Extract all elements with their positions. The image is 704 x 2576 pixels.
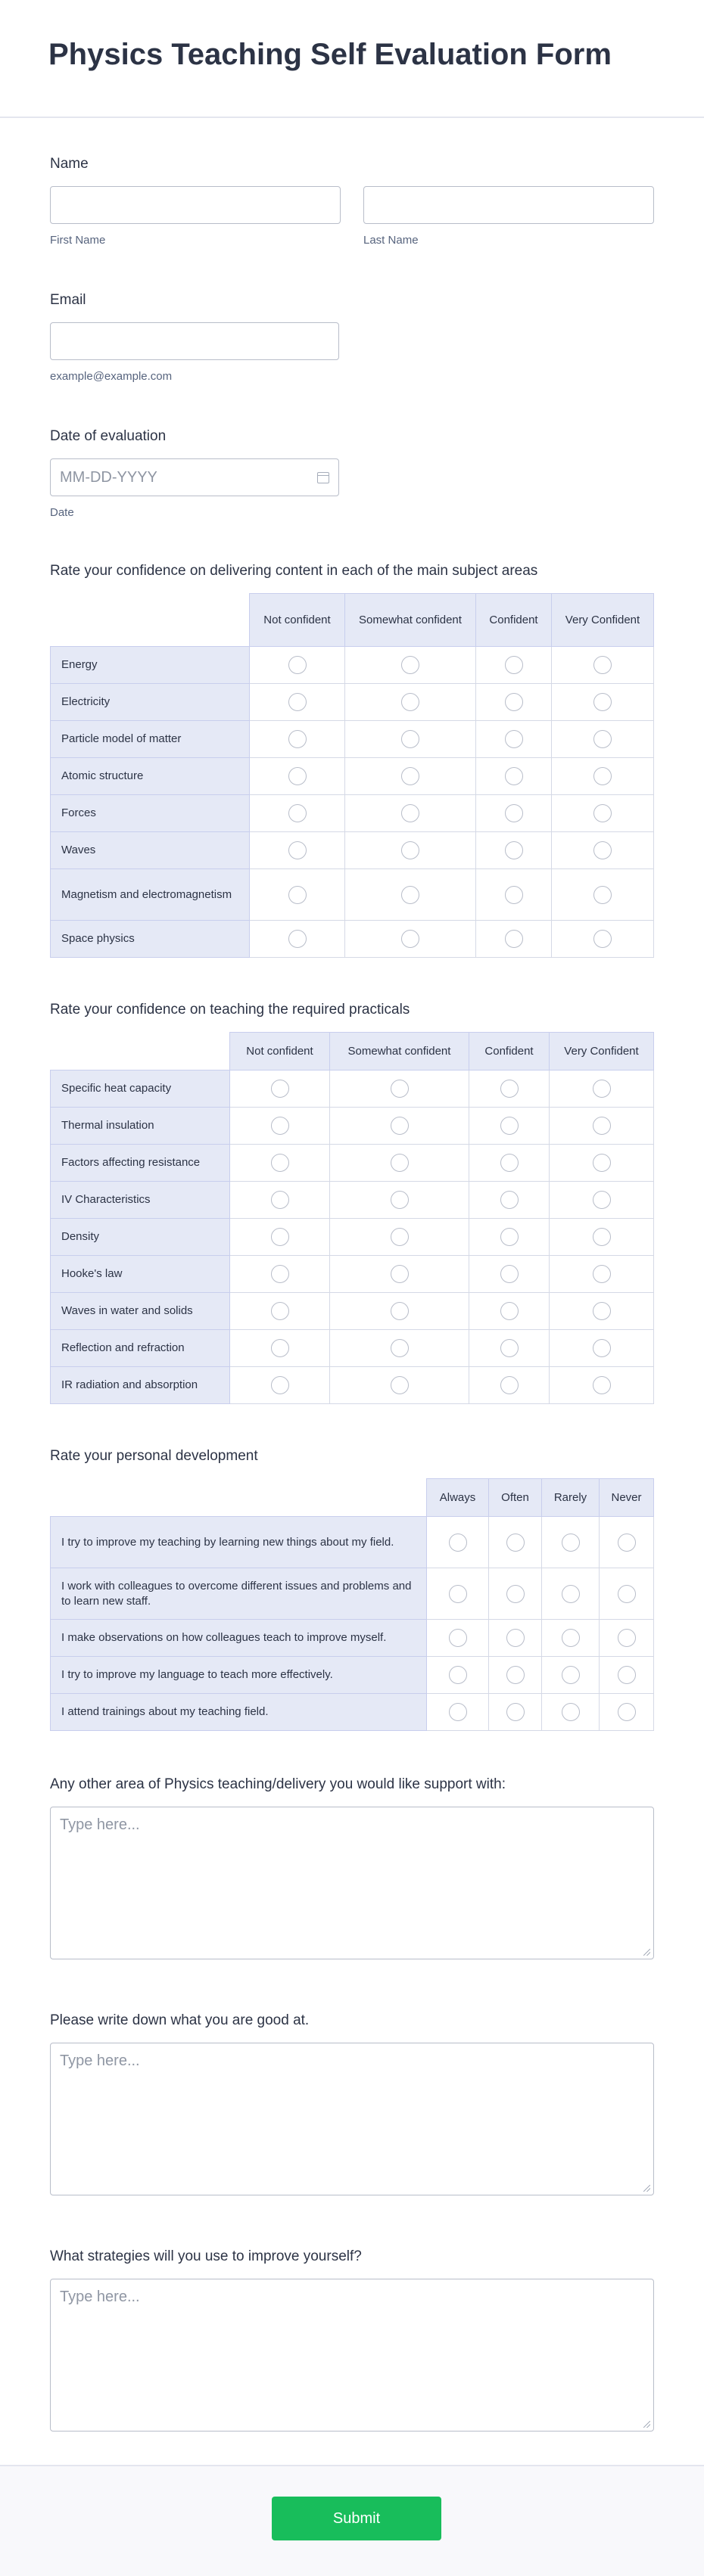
radio-button[interactable] [401, 886, 419, 904]
row-label: Electricity [51, 684, 250, 721]
radio-button[interactable] [391, 1228, 409, 1246]
radio-button[interactable] [401, 930, 419, 948]
email-label: Email [50, 292, 86, 308]
first-name-sublabel: First Name [50, 234, 106, 247]
radio-button[interactable] [505, 693, 523, 711]
radio-cell [550, 1330, 654, 1367]
radio-button[interactable] [288, 730, 307, 748]
personal-development-matrix [50, 1448, 654, 1731]
radio-cell [489, 1517, 542, 1568]
matrix-row [51, 1694, 654, 1731]
matrix-corner [51, 1479, 427, 1517]
radio-button[interactable] [505, 804, 523, 822]
radio-button[interactable] [505, 730, 523, 748]
radio-cell [345, 684, 476, 721]
radio-cell [489, 1620, 542, 1657]
date-field [50, 428, 654, 519]
column-header: Very Confident [550, 1033, 654, 1070]
radio-cell [552, 921, 654, 958]
radio-cell [550, 1070, 654, 1108]
radio-button[interactable] [593, 1228, 611, 1246]
radio-cell [427, 1694, 489, 1731]
row-label: Waves [51, 832, 250, 869]
radio-cell [250, 832, 345, 869]
radio-cell [427, 1620, 489, 1657]
radio-button[interactable] [500, 1376, 519, 1394]
row-label: Density [51, 1219, 230, 1256]
matrix-row [51, 1330, 654, 1367]
row-label: I attend trainings about my teaching field. [51, 1694, 427, 1731]
matrix1-table [50, 593, 654, 958]
row-label: Thermal insulation [51, 1108, 230, 1145]
good-at-label: Please write down what you are good at. [50, 2012, 310, 2028]
radio-cell [230, 1108, 330, 1145]
form-footer [0, 2465, 704, 2576]
radio-cell [345, 832, 476, 869]
radio-cell [230, 1367, 330, 1404]
radio-button[interactable] [500, 1302, 519, 1320]
radio-cell [552, 832, 654, 869]
radio-button[interactable] [618, 1585, 636, 1603]
radio-button[interactable] [593, 1191, 611, 1209]
column-header: Not confident [230, 1033, 330, 1070]
matrix3-table [50, 1478, 654, 1731]
row-label: Magnetism and electromagnetism [51, 869, 250, 921]
row-label: I make observations on how colleagues teach to improve myself. [51, 1620, 427, 1657]
strategies-label: What strategies will you use to improve yourself? [50, 2248, 362, 2264]
matrix-row [51, 1182, 654, 1219]
column-header: Always [427, 1479, 489, 1517]
radio-button[interactable] [401, 841, 419, 859]
radio-button[interactable] [506, 1703, 525, 1721]
radio-button[interactable] [449, 1666, 467, 1684]
radio-button[interactable] [391, 1117, 409, 1135]
radio-cell [345, 647, 476, 684]
radio-button[interactable] [562, 1629, 580, 1647]
radio-cell [550, 1145, 654, 1182]
row-label: I try to improve my language to teach more effectively. [51, 1657, 427, 1694]
radio-button[interactable] [500, 1265, 519, 1283]
radio-cell [250, 795, 345, 832]
strategies-placeholder: Type here... [60, 2289, 140, 2305]
strategies-textarea[interactable] [50, 2279, 654, 2432]
radio-cell [469, 1108, 550, 1145]
radio-cell [600, 1517, 654, 1568]
matrix-row [51, 1657, 654, 1694]
matrix-row [51, 921, 654, 958]
radio-cell [476, 869, 552, 921]
radio-cell [469, 1182, 550, 1219]
row-label: Atomic structure [51, 758, 250, 795]
column-header: Confident [469, 1033, 550, 1070]
radio-cell [469, 1367, 550, 1404]
radio-cell [550, 1256, 654, 1293]
radio-cell [330, 1182, 469, 1219]
row-label: Forces [51, 795, 250, 832]
radio-button[interactable] [618, 1533, 636, 1552]
radio-button[interactable] [500, 1080, 519, 1098]
radio-button[interactable] [449, 1533, 467, 1552]
radio-button[interactable] [288, 841, 307, 859]
row-label: Energy [51, 647, 250, 684]
radio-button[interactable] [271, 1265, 289, 1283]
radio-button[interactable] [271, 1154, 289, 1172]
row-label: Particle model of matter [51, 721, 250, 758]
matrix-row [51, 1145, 654, 1182]
radio-button[interactable] [401, 804, 419, 822]
radio-button[interactable] [593, 930, 612, 948]
radio-button[interactable] [401, 767, 419, 785]
radio-button[interactable] [506, 1533, 525, 1552]
radio-button[interactable] [401, 656, 419, 674]
matrix-row [51, 869, 654, 921]
column-header: Confident [476, 594, 552, 647]
radio-cell [552, 684, 654, 721]
row-label: Reflection and refraction [51, 1330, 230, 1367]
matrix2-table [50, 1032, 654, 1404]
row-label: Hooke's law [51, 1256, 230, 1293]
column-header: Somewhat confident [330, 1033, 469, 1070]
radio-button[interactable] [288, 767, 307, 785]
radio-cell [489, 1568, 542, 1620]
radio-cell [469, 1145, 550, 1182]
radio-button[interactable] [593, 767, 612, 785]
radio-button[interactable] [271, 1080, 289, 1098]
radio-cell [542, 1620, 600, 1657]
radio-button[interactable] [593, 1339, 611, 1357]
radio-cell [250, 647, 345, 684]
radio-cell [550, 1367, 654, 1404]
row-label: Waves in water and solids [51, 1293, 230, 1330]
radio-cell [489, 1657, 542, 1694]
radio-cell [550, 1108, 654, 1145]
matrix-row [51, 684, 654, 721]
date-input[interactable] [50, 458, 339, 496]
radio-button[interactable] [562, 1585, 580, 1603]
column-header: Very Confident [552, 594, 654, 647]
row-label: Space physics [51, 921, 250, 958]
last-name-input[interactable] [363, 186, 654, 224]
good-at-placeholder: Type here... [60, 2052, 140, 2069]
radio-button[interactable] [506, 1629, 525, 1647]
radio-cell [600, 1620, 654, 1657]
radio-button[interactable] [593, 1117, 611, 1135]
radio-button[interactable] [505, 886, 523, 904]
matrix-row [51, 1517, 654, 1568]
matrix2-label: Rate your confidence on teaching the required practicals [50, 1002, 410, 1018]
matrix-row [51, 1620, 654, 1657]
radio-button[interactable] [391, 1339, 409, 1357]
radio-button[interactable] [391, 1191, 409, 1209]
radio-cell [476, 721, 552, 758]
radio-cell [469, 1256, 550, 1293]
radio-cell [230, 1070, 330, 1108]
radio-button[interactable] [593, 804, 612, 822]
matrix-row [51, 795, 654, 832]
strategies-field [50, 2248, 654, 2432]
matrix-row [51, 1219, 654, 1256]
resize-grip-icon[interactable] [643, 1949, 650, 1956]
radio-button[interactable] [500, 1228, 519, 1246]
radio-cell [542, 1517, 600, 1568]
row-label: IV Characteristics [51, 1182, 230, 1219]
radio-button[interactable] [288, 804, 307, 822]
column-header: Not confident [250, 594, 345, 647]
matrix-row [51, 1108, 654, 1145]
support-label: Any other area of Physics teaching/delivery you would like support with: [50, 1776, 506, 1792]
row-label: Factors affecting resistance [51, 1145, 230, 1182]
radio-cell [230, 1256, 330, 1293]
radio-cell [427, 1517, 489, 1568]
radio-cell [230, 1330, 330, 1367]
radio-button[interactable] [618, 1703, 636, 1721]
radio-cell [476, 795, 552, 832]
name-label: Name [50, 156, 89, 172]
date-label: Date of evaluation [50, 428, 167, 444]
radio-cell [345, 869, 476, 921]
radio-button[interactable] [593, 1080, 611, 1098]
radio-button[interactable] [271, 1228, 289, 1246]
radio-button[interactable] [271, 1339, 289, 1357]
submit-button[interactable]: Submit [272, 2497, 441, 2540]
radio-button[interactable] [593, 656, 612, 674]
radio-cell [552, 758, 654, 795]
good-at-field [50, 2012, 654, 2195]
radio-button[interactable] [505, 656, 523, 674]
radio-cell [476, 921, 552, 958]
matrix-row [51, 1293, 654, 1330]
resize-grip-icon[interactable] [643, 2421, 650, 2428]
email-field [50, 292, 654, 383]
radio-cell [427, 1568, 489, 1620]
radio-cell [230, 1182, 330, 1219]
support-placeholder: Type here... [60, 1816, 140, 1833]
radio-cell [542, 1694, 600, 1731]
radio-cell [600, 1657, 654, 1694]
matrix-row [51, 721, 654, 758]
radio-button[interactable] [562, 1703, 580, 1721]
email-input[interactable] [50, 322, 339, 360]
radio-cell [345, 795, 476, 832]
radio-cell [330, 1256, 469, 1293]
radio-button[interactable] [449, 1585, 467, 1603]
row-label: IR radiation and absorption [51, 1367, 230, 1404]
radio-cell [489, 1694, 542, 1731]
radio-button[interactable] [271, 1117, 289, 1135]
form-title: Physics Teaching Self Evaluation Form [48, 38, 612, 71]
radio-cell [476, 758, 552, 795]
radio-button[interactable] [288, 656, 307, 674]
radio-button[interactable] [271, 1376, 289, 1394]
column-header: Somewhat confident [345, 594, 476, 647]
radio-cell [552, 869, 654, 921]
row-label: I try to improve my teaching by learning new things about my field. [51, 1517, 427, 1568]
radio-cell [550, 1182, 654, 1219]
date-placeholder: MM-DD-YYYY [60, 468, 157, 486]
radio-button[interactable] [593, 1302, 611, 1320]
radio-button[interactable] [562, 1666, 580, 1684]
matrix-row [51, 1070, 654, 1108]
radio-cell [550, 1219, 654, 1256]
radio-button[interactable] [593, 1376, 611, 1394]
radio-cell [250, 758, 345, 795]
calendar-icon[interactable] [317, 472, 329, 483]
name-field [50, 156, 654, 247]
radio-button[interactable] [562, 1533, 580, 1552]
radio-cell [330, 1367, 469, 1404]
radio-button[interactable] [391, 1154, 409, 1172]
radio-button[interactable] [593, 841, 612, 859]
radio-cell [330, 1108, 469, 1145]
radio-button[interactable] [401, 693, 419, 711]
radio-button[interactable] [593, 886, 612, 904]
radio-button[interactable] [593, 730, 612, 748]
radio-button[interactable] [593, 1265, 611, 1283]
radio-button[interactable] [391, 1302, 409, 1320]
radio-cell [427, 1657, 489, 1694]
radio-button[interactable] [449, 1703, 467, 1721]
radio-cell [552, 721, 654, 758]
matrix-row [51, 1256, 654, 1293]
radio-cell [542, 1568, 600, 1620]
matrix-corner [51, 594, 250, 647]
radio-button[interactable] [500, 1191, 519, 1209]
date-sublabel: Date [50, 506, 74, 519]
support-textarea[interactable] [50, 1807, 654, 1959]
support-field [50, 1776, 654, 1959]
radio-cell [250, 869, 345, 921]
radio-cell [330, 1145, 469, 1182]
email-sublabel: example@example.com [50, 370, 173, 383]
column-header: Never [600, 1479, 654, 1517]
radio-cell [542, 1657, 600, 1694]
radio-cell [552, 647, 654, 684]
radio-cell [250, 921, 345, 958]
radio-cell [600, 1694, 654, 1731]
form-header [0, 0, 704, 118]
radio-button[interactable] [500, 1117, 519, 1135]
matrix3-label: Rate your personal development [50, 1448, 258, 1464]
radio-cell [345, 721, 476, 758]
matrix1-label: Rate your confidence on delivering content in each of the main subject areas [50, 563, 538, 579]
radio-cell [469, 1330, 550, 1367]
row-label: Specific heat capacity [51, 1070, 230, 1108]
radio-button[interactable] [271, 1191, 289, 1209]
matrix-row [51, 647, 654, 684]
radio-cell [330, 1293, 469, 1330]
radio-cell [600, 1568, 654, 1620]
radio-cell [345, 921, 476, 958]
radio-button[interactable] [505, 841, 523, 859]
radio-button[interactable] [271, 1302, 289, 1320]
radio-cell [476, 832, 552, 869]
radio-cell [230, 1219, 330, 1256]
resize-grip-icon[interactable] [643, 2185, 650, 2192]
last-name-sublabel: Last Name [363, 234, 419, 247]
matrix-row [51, 832, 654, 869]
radio-cell [330, 1070, 469, 1108]
radio-cell [550, 1293, 654, 1330]
radio-cell [469, 1219, 550, 1256]
practicals-matrix [50, 1002, 654, 1404]
radio-cell [230, 1145, 330, 1182]
column-header: Rarely [542, 1479, 600, 1517]
radio-button[interactable] [618, 1666, 636, 1684]
radio-button[interactable] [500, 1339, 519, 1357]
form-body [0, 156, 704, 2432]
matrix-corner [51, 1033, 230, 1070]
radio-button[interactable] [506, 1666, 525, 1684]
row-label: I work with colleagues to overcome different issues and problems and to learn new staff. [51, 1568, 427, 1620]
good-at-textarea[interactable] [50, 2043, 654, 2195]
radio-cell [476, 647, 552, 684]
radio-button[interactable] [288, 693, 307, 711]
radio-cell [552, 795, 654, 832]
radio-button[interactable] [288, 886, 307, 904]
radio-cell [330, 1219, 469, 1256]
radio-cell [345, 758, 476, 795]
radio-button[interactable] [391, 1265, 409, 1283]
radio-button[interactable] [449, 1629, 467, 1647]
first-name-input[interactable] [50, 186, 341, 224]
radio-button[interactable] [618, 1629, 636, 1647]
radio-button[interactable] [593, 693, 612, 711]
radio-button[interactable] [391, 1080, 409, 1098]
radio-button[interactable] [391, 1376, 409, 1394]
column-header: Often [489, 1479, 542, 1517]
radio-button[interactable] [506, 1585, 525, 1603]
radio-button[interactable] [288, 930, 307, 948]
subject-areas-matrix [50, 563, 654, 958]
radio-button[interactable] [505, 930, 523, 948]
radio-button[interactable] [500, 1154, 519, 1172]
radio-cell [469, 1293, 550, 1330]
radio-button[interactable] [505, 767, 523, 785]
radio-cell [230, 1293, 330, 1330]
matrix-row [51, 1367, 654, 1404]
radio-cell [476, 684, 552, 721]
radio-button[interactable] [593, 1154, 611, 1172]
radio-cell [469, 1070, 550, 1108]
radio-cell [330, 1330, 469, 1367]
matrix-row [51, 758, 654, 795]
radio-button[interactable] [401, 730, 419, 748]
matrix-row [51, 1568, 654, 1620]
radio-cell [250, 684, 345, 721]
radio-cell [250, 721, 345, 758]
